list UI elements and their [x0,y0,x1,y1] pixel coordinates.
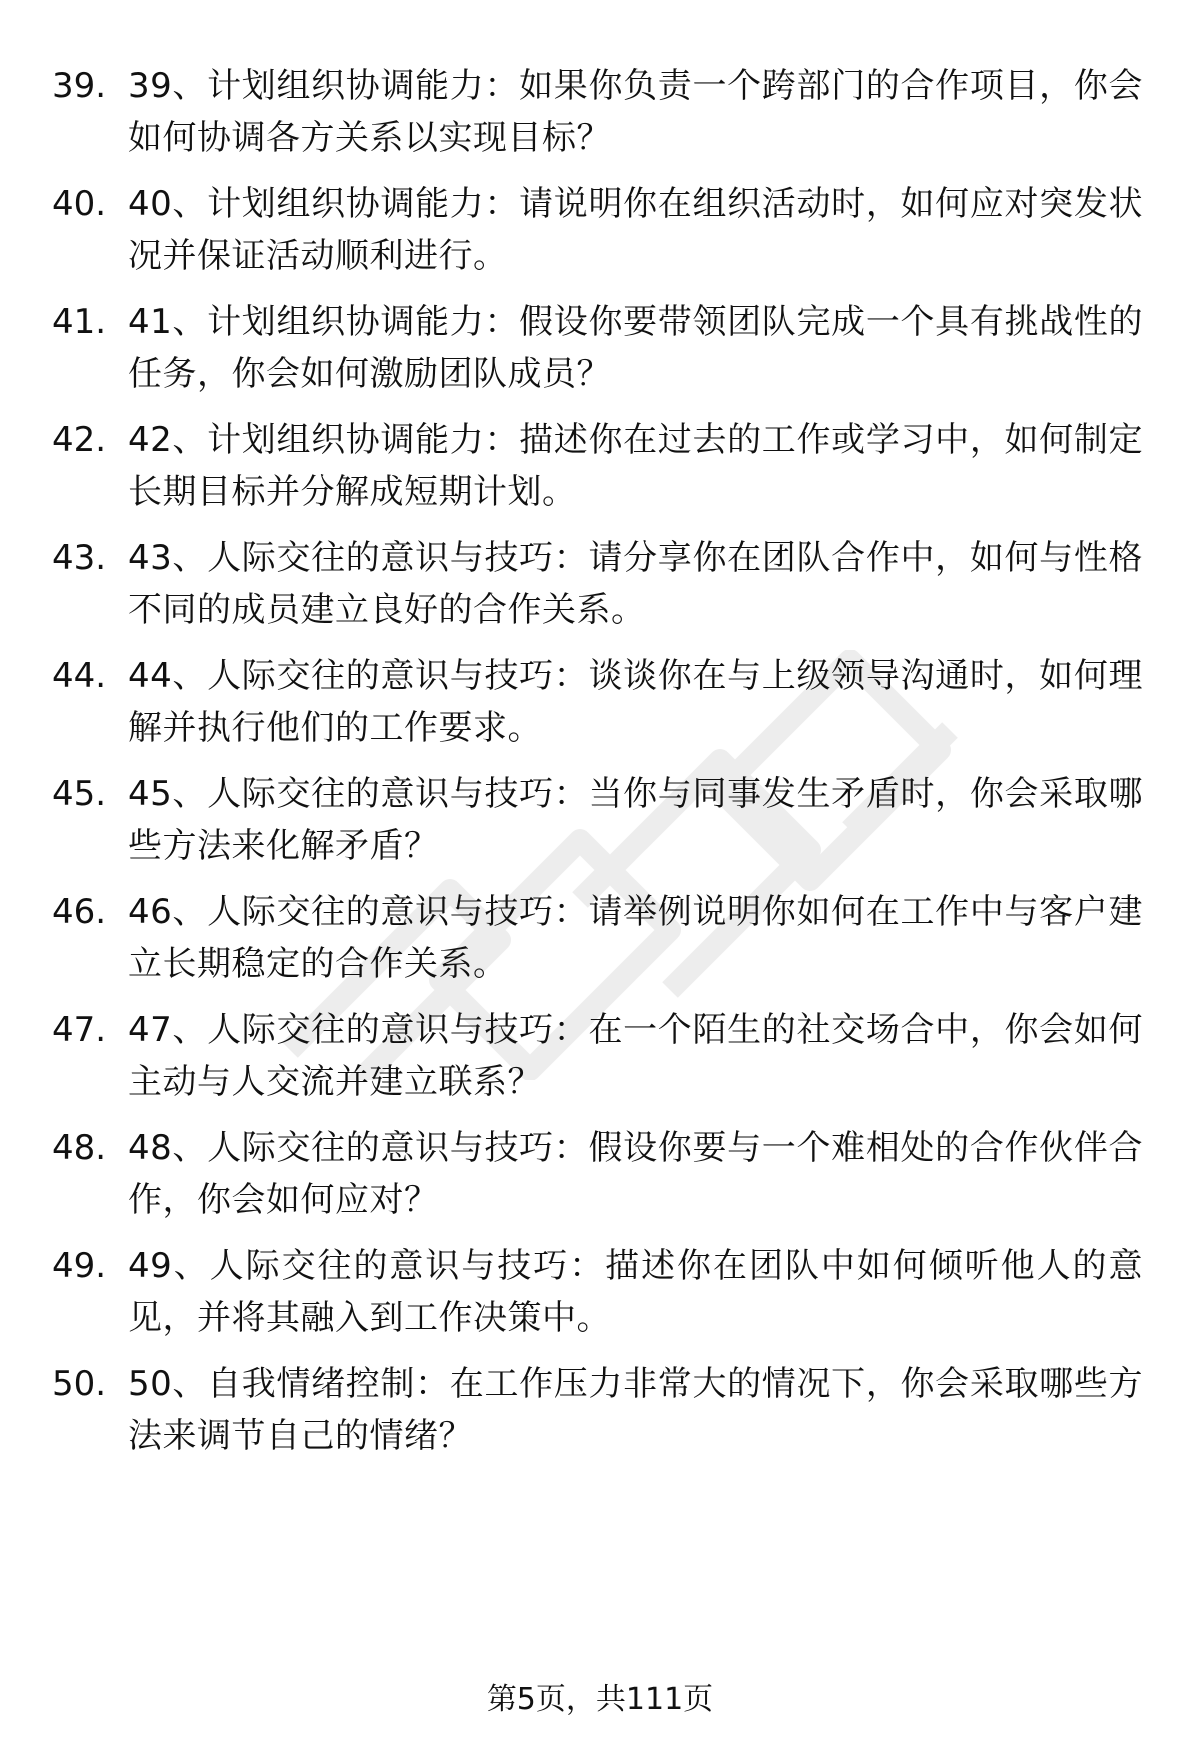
question-number: 42. [52,420,107,460]
question-item [0,60,1200,160]
question-item [0,532,1200,632]
question-item [0,1358,1200,1458]
question-number: 41. [52,302,107,342]
question-item [0,1240,1200,1340]
question-text: 47、人际交往的意识与技巧：在一个陌生的社交场合中，你会如何主动与人交流并建立联系？ [128,1010,1143,1102]
question-number: 49. [52,1246,107,1286]
question-item [0,768,1200,868]
question-text: 43、人际交往的意识与技巧：请分享你在团队合作中，如何与性格不同的成员建立良好的合作关系。 [128,538,1143,630]
page-footer: 第5页，共111页 [486,1682,714,1717]
question-item [0,1004,1200,1104]
question-number: 48. [52,1128,107,1168]
question-item [0,178,1200,278]
question-item [0,414,1200,514]
question-item [0,886,1200,986]
question-number: 47. [52,1010,107,1050]
question-number: 44. [52,656,107,696]
question-text: 44、人际交往的意识与技巧：谈谈你在与上级领导沟通时，如何理解并执行他们的工作要求。 [128,656,1143,748]
question-text: 46、人际交往的意识与技巧：请举例说明你如何在工作中与客户建立长期稳定的合作关系。 [128,892,1143,984]
question-number: 50. [52,1364,107,1404]
question-item [0,296,1200,396]
question-number: 43. [52,538,107,578]
question-text: 41、计划组织协调能力：假设你要带领团队完成一个具有挑战性的任务，你会如何激励团队成员？ [128,302,1143,394]
question-number: 40. [52,184,107,224]
question-text: 45、人际交往的意识与技巧：当你与同事发生矛盾时，你会采取哪些方法来化解矛盾？ [128,774,1143,866]
question-item [0,1122,1200,1222]
question-item [0,650,1200,750]
question-text: 40、计划组织协调能力：请说明你在组织活动时，如何应对突发状况并保证活动顺利进行。 [128,184,1143,276]
question-text: 49、人际交往的意识与技巧：描述你在团队中如何倾听他人的意见，并将其融入到工作决策中。 [128,1246,1143,1338]
question-text: 39、计划组织协调能力：如果你负责一个跨部门的合作项目，你会如何协调各方关系以实现目标？ [128,66,1143,158]
question-number: 46. [52,892,107,932]
question-text: 50、自我情绪控制：在工作压力非常大的情况下，你会采取哪些方法来调节自己的情绪？ [128,1364,1143,1456]
question-number: 45. [52,774,107,814]
question-number: 39. [52,66,107,106]
question-text: 48、人际交往的意识与技巧：假设你要与一个难相处的合作伙伴合作，你会如何应对？ [128,1128,1143,1220]
question-text: 42、计划组织协调能力：描述你在过去的工作或学习中，如何制定长期目标并分解成短期计划。 [128,420,1143,512]
